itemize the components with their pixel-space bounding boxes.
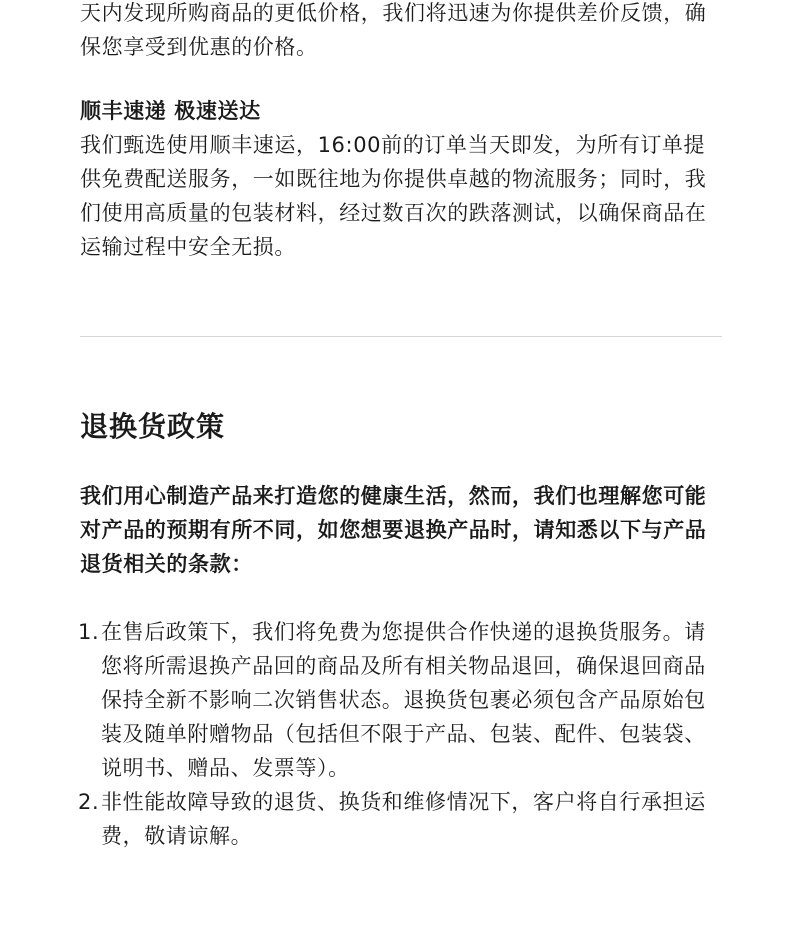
return-policy-intro: 我们用心制造产品来打造您的健康生活，然而，我们也理解您可能对产品的预期有所不同，如您想要退换产品时，请知悉以下与产品退货相关的条款： [80,484,707,576]
list-item-text: 在售后政策下，我们将免费为您提供合作快递的退换货服务。请您将所需退换产品回的商品及所有相关物品退回，确保退回商品保持全新不影响二次销售状态。退换货包裹必须包含产品原始包装及随单附赠物品（包括但不限于产品、包装、配件、包装袋、说明书、赠品、发票等）。 [101,620,706,780]
list-item-text: 非性能故障导致的退货、换货和维修情况下，客户将自行承担运费，敬请谅解。 [101,790,706,848]
return-policy-title: 退换货政策 [80,410,226,443]
shipping-body: 我们甄选使用顺丰速运，16:00前的订单当天即发，为所有订单提供免费配送服务，一如既往地为你提供卓越的物流服务；同时，我们使用高质量的包装材料，经过数百次的跌落测试，以确保商品在运输过程中安全无损。 [80,133,707,259]
list-item [80,785,722,853]
list-item-number: 2. [78,790,100,814]
return-policy-list [80,615,722,853]
list-item-number: 1. [78,620,100,644]
policy-content [80,0,722,853]
price-guarantee-text: 天内发现所购商品的更低价格，我们将迅速为你提供差价反馈，确保您享受到优惠的价格。 [80,1,707,59]
list-item [80,615,722,785]
shipping-title: 顺丰速递 极速送达 [80,99,261,123]
section-divider [80,336,722,337]
